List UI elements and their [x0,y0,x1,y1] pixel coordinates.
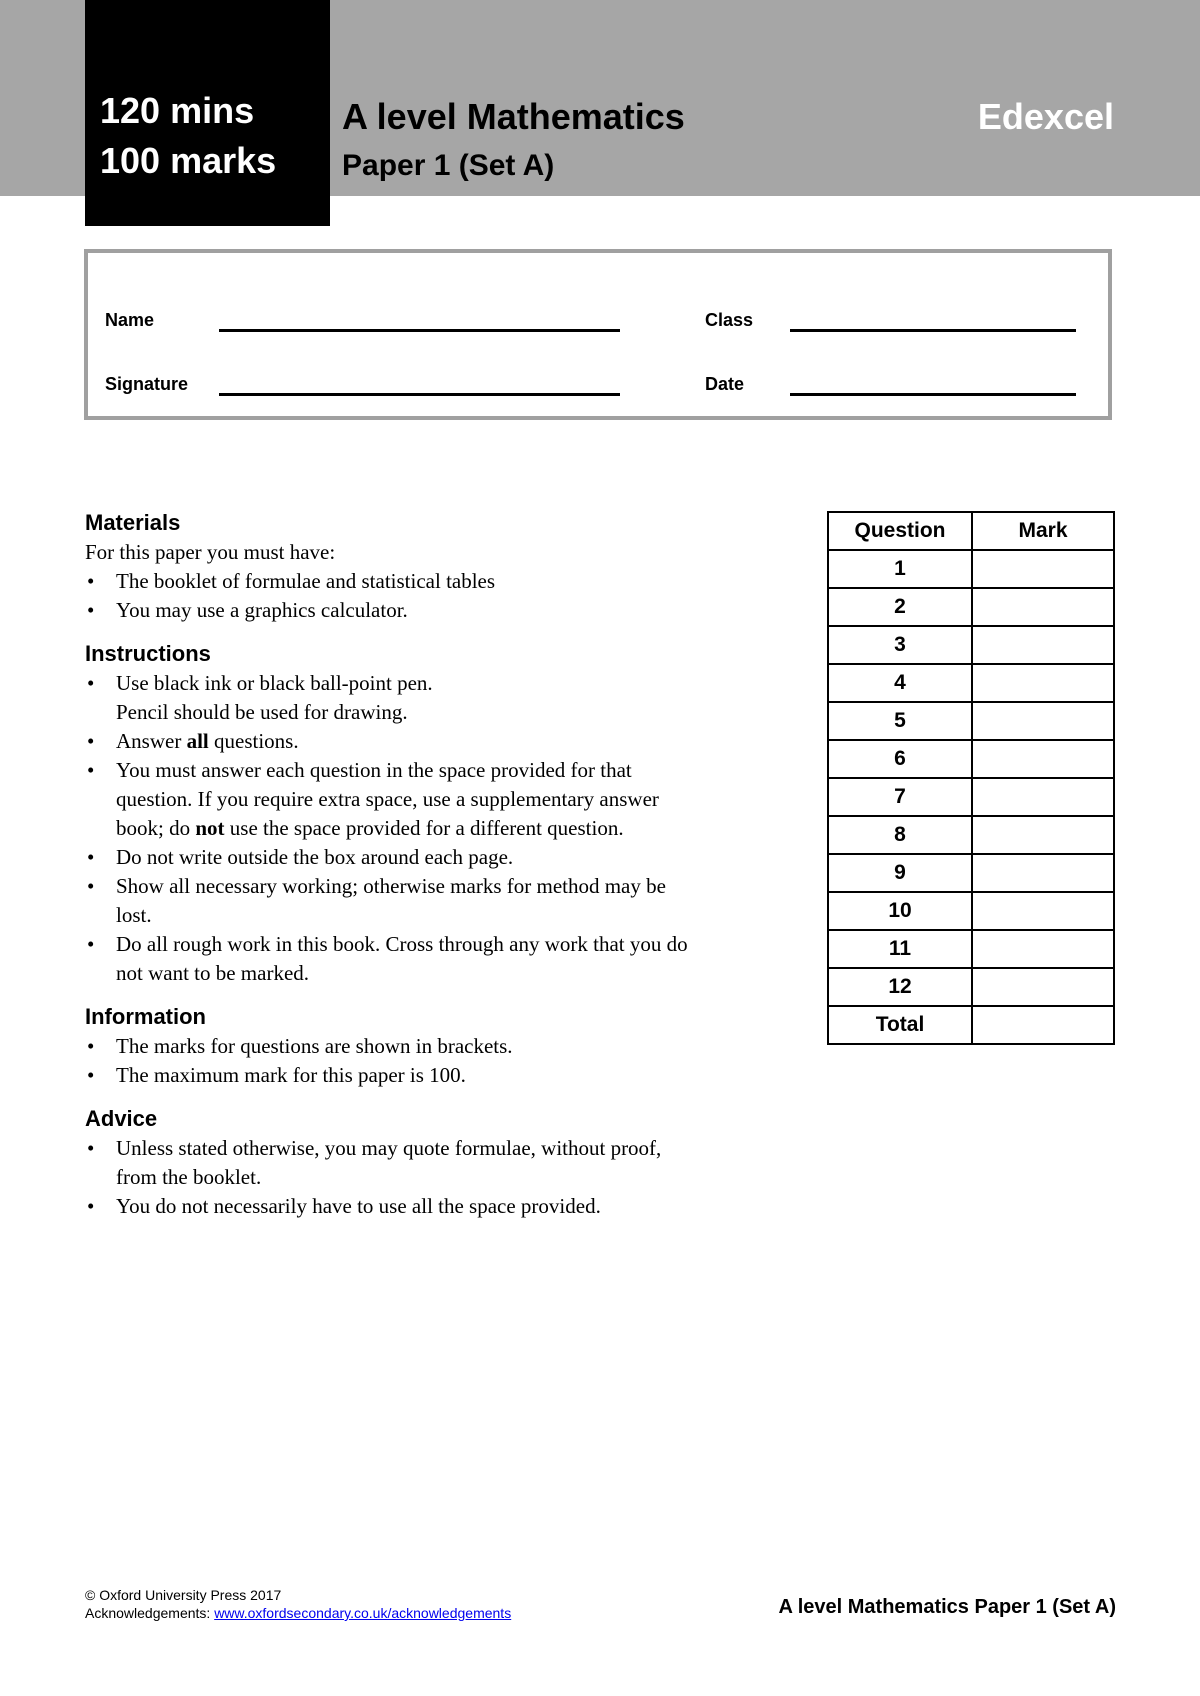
question-number: 3 [828,626,972,664]
table-row [828,816,1114,854]
materials-section [85,508,705,625]
signature-field[interactable] [219,393,620,396]
table-row [828,968,1114,1006]
exam-board: Edexcel [977,96,1114,137]
question-number: 9 [828,854,972,892]
duration-text: 120 mins [100,90,255,131]
question-number: 8 [828,816,972,854]
mark-cell[interactable] [972,892,1114,930]
paper-subtitle: Paper 1 (Set A) [342,149,555,182]
mark-cell[interactable] [972,778,1114,816]
mark-cell[interactable] [972,854,1114,892]
list-item [85,872,705,930]
instructions-content [85,508,705,1235]
mark-cell[interactable] [972,930,1114,968]
mark-cell[interactable] [972,816,1114,854]
question-column-header: Question [828,512,972,550]
copyright-text: © Oxford University Press 2017 [85,1587,282,1603]
materials-list [85,567,705,625]
question-number: 6 [828,740,972,778]
total-marks-text: 100 marks [100,140,277,181]
list-item [85,669,705,727]
question-number: 4 [828,664,972,702]
materials-heading: Materials [85,510,181,535]
advice-section [85,1104,705,1221]
instructions-list [85,669,705,988]
question-number: 11 [828,930,972,968]
candidate-details-box [84,249,1112,420]
list-item: • Unless stated otherwise, you may quote formulae, without proof, from the booklet. [85,1134,705,1192]
item-text: Use black ink or black ball-point pen. Pencil should be used for drawing. [116,671,433,724]
table-row [828,550,1114,588]
mark-column-header: Mark [972,512,1114,550]
acknowledgements-link[interactable]: www.oxfordsecondary.co.uk/acknowledgements [214,1605,512,1621]
acknowledgements-label: Acknowledgements: [85,1605,215,1621]
footer-credits [85,1586,511,1622]
list-item [85,930,705,988]
date-label: Date [705,374,745,394]
item-text: Answer [116,729,187,753]
item-text: Do all rough work in this book. Cross through any work that you do not want to be marked. [116,932,688,985]
information-heading: Information [85,1004,206,1029]
total-row [828,1006,1114,1044]
mark-cell[interactable] [972,588,1114,626]
item-text: use the space provided for a different question. [224,816,624,840]
list-item: • The booklet of formulae and statistical tables [85,567,705,596]
item-text: questions. [208,729,299,753]
list-item [85,843,705,872]
table-row [828,588,1114,626]
mark-cell[interactable] [972,664,1114,702]
question-number: 1 [828,550,972,588]
total-mark-cell[interactable] [972,1006,1114,1044]
table-row [828,892,1114,930]
emphasis-text: all [186,729,209,753]
list-item: • You do not necessarily have to use all the space provided. [85,1192,705,1221]
mark-cell[interactable] [972,626,1114,664]
acknowledgements-line [85,1604,511,1622]
materials-intro: For this paper you must have: [85,540,336,564]
name-label: Name [105,310,155,330]
list-item: • The maximum mark for this paper is 100. [85,1061,705,1090]
information-section [85,1002,705,1090]
mark-cell[interactable] [972,550,1114,588]
class-label: Class [705,310,754,330]
instructions-section [85,639,705,988]
table-row [828,626,1114,664]
total-label: Total [828,1006,972,1044]
list-item: • You may use a graphics calculator. [85,596,705,625]
list-item: • The marks for questions are shown in brackets. [85,1032,705,1061]
paper-title: A level Mathematics [342,96,685,137]
class-field[interactable] [790,329,1076,332]
advice-list [85,1134,705,1221]
list-item [85,727,705,756]
table-header-row [828,512,1114,550]
instructions-heading: Instructions [85,641,211,666]
question-number: 12 [828,968,972,1006]
table-row [828,930,1114,968]
emphasis-text: not [195,816,225,840]
question-number: 7 [828,778,972,816]
mark-cell[interactable] [972,702,1114,740]
question-number: 2 [828,588,972,626]
signature-label: Signature [105,374,189,394]
mark-cell[interactable] [972,968,1114,1006]
item-text: Do not write outside the box around each page. [116,845,514,869]
advice-heading: Advice [85,1106,158,1131]
table-row [828,664,1114,702]
question-number: 10 [828,892,972,930]
question-number: 5 [828,702,972,740]
mark-table [827,511,1115,1045]
table-row [828,778,1114,816]
footer-paper-title: A level Mathematics Paper 1 (Set A) [778,1596,1116,1618]
item-text: You must answer each question in the space provided for that question. If you require extra space, use a supplementary answer book; do [116,758,659,840]
table-row [828,740,1114,778]
information-list [85,1032,705,1090]
name-field[interactable] [219,329,620,332]
item-text: Show all necessary working; otherwise marks for method may be lost. [116,874,666,927]
mark-cell[interactable] [972,740,1114,778]
list-item [85,756,705,843]
table-row [828,702,1114,740]
date-field[interactable] [790,393,1076,396]
table-row [828,854,1114,892]
